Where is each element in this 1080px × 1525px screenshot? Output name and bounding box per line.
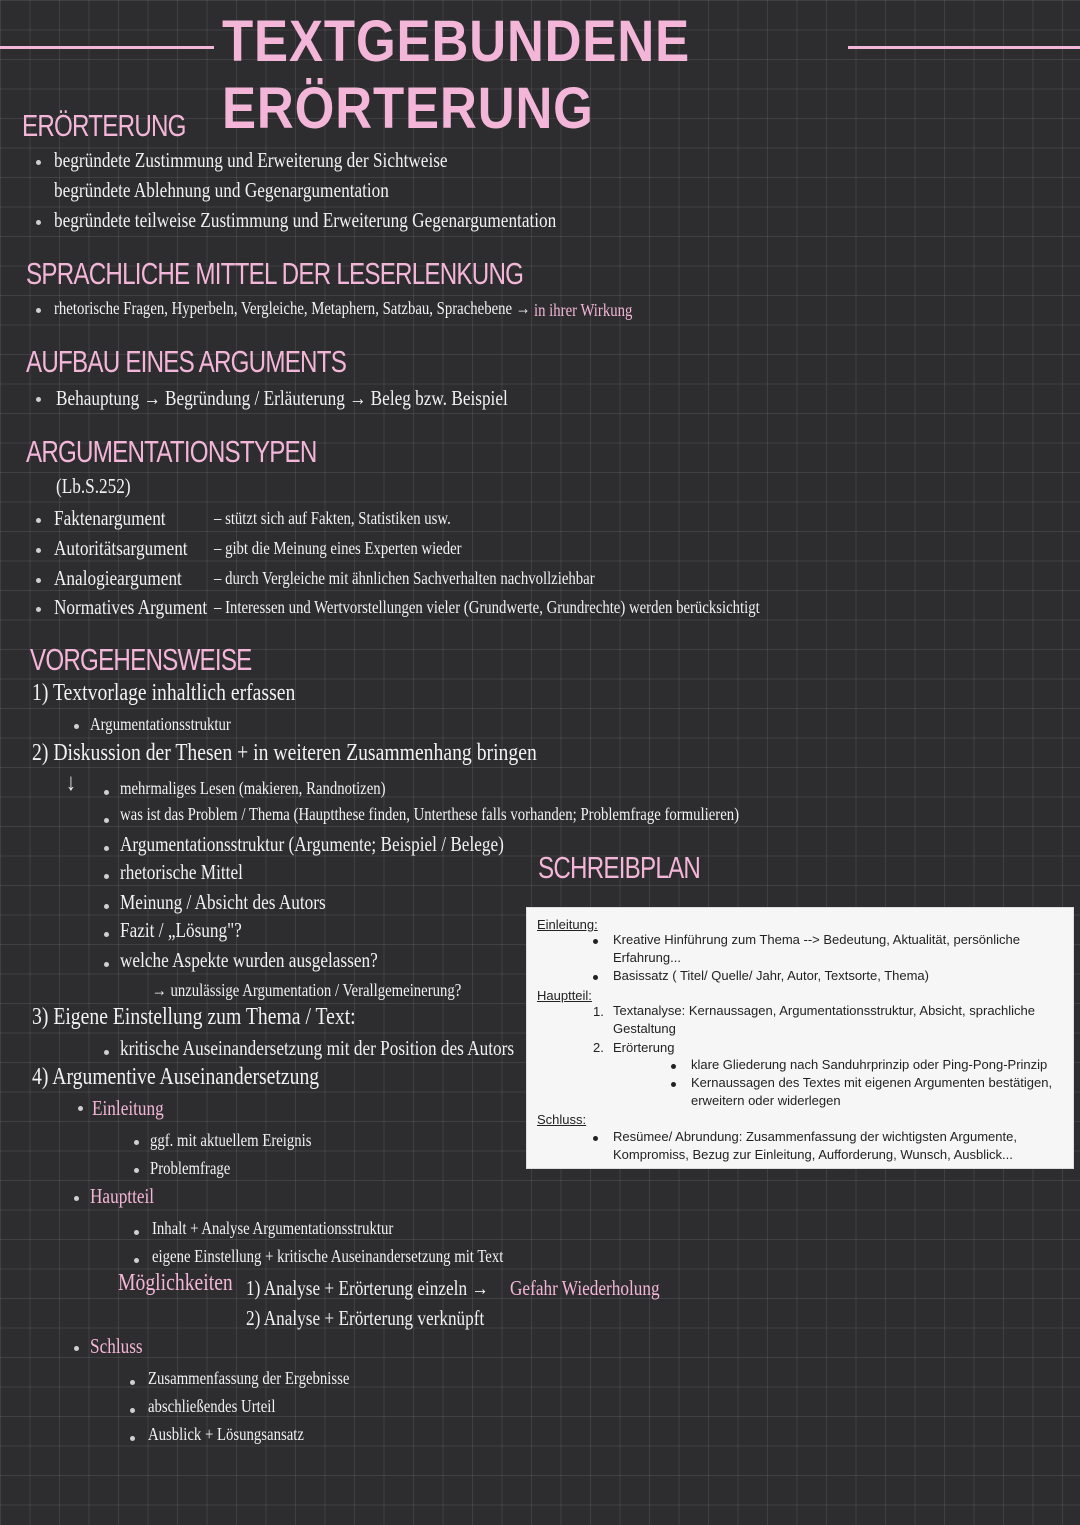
- schreibplan-hauptteil-label: Hauptteil:: [537, 988, 592, 1003]
- schreibplan-einleitung-item-1: Kreative Hinführung zum Thema --> Bedeutung, Aktualität, persönliche Erfahrung...: [613, 932, 1020, 965]
- bullet: [671, 1064, 676, 1069]
- step-3-sub: kritische Auseinandersetzung mit der Position des Autors: [120, 1036, 515, 1060]
- step-2: 2) Diskussion der Thesen + in weiteren Zusammenhang bringen: [32, 740, 537, 766]
- schreibplan-schluss-item-1: Resümee/ Abrundung: Zusammenfassung der wichtigsten Argumente, Kompromiss, Bezug zur Einleitung, Aufforderung, Wunsch, Ausblick...: [613, 1129, 1017, 1162]
- schluss-label: Schluss: [90, 1334, 143, 1358]
- bullet: [104, 1050, 109, 1055]
- step-2-item-1: mehrmaliges Lesen (makieren, Randnotizen): [120, 778, 386, 798]
- bullet: [36, 578, 41, 583]
- bullet: [593, 1136, 598, 1141]
- step-1: 1) Textvorlage inhaltlich erfassen: [32, 680, 296, 706]
- einleitung-item-2: Problemfrage: [150, 1158, 231, 1178]
- bullet: [134, 1140, 139, 1145]
- bullet: [104, 874, 109, 879]
- bullet: [593, 975, 598, 980]
- bullet: [593, 939, 598, 944]
- schreibplan-hauptteil-2-item-1: klare Gliederung nach Sanduhrprinzip oder Ping-Pong-Prinzip: [691, 1057, 1048, 1072]
- bullet: [36, 308, 41, 313]
- step-2-arrow-item: → unzulässige Argumentation / Verallgemeinerung?: [152, 980, 462, 1000]
- schreibplan-hauptteil-1: Textanalyse: Kernaussagen, Argumentationsstruktur, Absicht, sprachliche Gestaltung: [613, 1003, 1036, 1036]
- bullet: [104, 846, 109, 851]
- step-2-item-2: was ist das Problem / Thema (Hauptthese finden, Unterthese falls vorhanden; Problemfrage formulieren): [120, 804, 740, 824]
- bullet: [74, 1346, 79, 1351]
- step-2-item-5: Meinung / Absicht des Autors: [120, 890, 326, 914]
- bullet: [130, 1408, 135, 1413]
- moeglichkeiten-1: 1) Analyse + Erörterung einzeln →: [246, 1276, 489, 1300]
- einleitung-item-1: ggf. mit aktuellem Ereignis: [150, 1130, 312, 1150]
- bullet: [671, 1082, 676, 1087]
- heading-argumentationstypen: ARGUMENTATIONSTYPEN: [26, 434, 317, 469]
- bullet: [36, 397, 41, 402]
- moeglichkeiten-1-note: Gefahr Wiederholung: [510, 1276, 660, 1300]
- argtyp-desc-3: – durch Vergleiche mit ähnlichen Sachverhalten nachvollziehbar: [214, 568, 595, 588]
- bullet: [104, 932, 109, 937]
- bullet: [36, 518, 41, 523]
- step-1-sub: Argumentationsstruktur: [90, 714, 231, 734]
- bullet: [74, 1196, 79, 1201]
- bullet: [104, 790, 109, 795]
- eroerterung-item-1: begründete Zustimmung und Erweiterung der Sichtweise: [54, 148, 448, 172]
- step-3: 3) Eigene Einstellung zum Thema / Text:: [32, 1004, 356, 1030]
- argtyp-desc-2: – gibt die Meinung eines Experten wieder: [214, 538, 462, 558]
- schluss-item-2: abschließendes Urteil: [148, 1396, 276, 1416]
- page-title: TEXTGEBUNDENE ERÖRTERUNG: [222, 9, 691, 141]
- bullet: [74, 724, 79, 729]
- bullet: [36, 220, 41, 225]
- aufbau-item: Behauptung → Begründung / Erläuterung → Beleg bzw. Beispiel: [56, 386, 508, 410]
- step-2-item-7: welche Aspekte wurden ausgelassen?: [120, 948, 378, 972]
- step-2-item-3: Argumentationsstruktur (Argumente; Beispiel / Belege): [120, 832, 504, 856]
- sprachliche-mittel-note: in ihrer Wirkung: [534, 300, 633, 320]
- argtyp-name-4: Normatives Argument: [54, 595, 208, 619]
- heading-sprachliche-mittel: SPRACHLICHE MITTEL DER LESERLENKUNG: [26, 256, 524, 291]
- sprachliche-mittel-item: rhetorische Fragen, Hyperbeln, Vergleiche, Metaphern, Satzbau, Sprachebene →: [54, 298, 531, 318]
- argtyp-name-3: Analogieargument: [54, 566, 182, 590]
- argtyp-name-1: Faktenargument: [54, 506, 166, 530]
- argtyp-desc-4: – Interessen und Wertvorstellungen vieler (Grundwerte, Grundrechte) werden berücksichtigt: [214, 597, 760, 617]
- heading-aufbau: AUFBAU EINES ARGUMENTS: [26, 344, 347, 379]
- bullet: [36, 607, 41, 612]
- schluss-item-3: Ausblick + Lösungsansatz: [148, 1424, 304, 1444]
- bullet: [130, 1380, 135, 1385]
- einleitung-label: Einleitung: [92, 1096, 164, 1120]
- bullet: [104, 904, 109, 909]
- step-4: 4) Argumentive Auseinandersetzung: [32, 1064, 320, 1090]
- bullet: [36, 548, 41, 553]
- schluss-item-1: Zusammenfassung der Ergebnisse: [148, 1368, 350, 1388]
- moeglichkeiten-label: Möglichkeiten: [118, 1270, 233, 1296]
- schreibplan-einleitung-label: Einleitung:: [537, 917, 598, 932]
- bullet: [78, 1106, 83, 1111]
- bullet: [36, 160, 41, 165]
- step-2-item-6: Fazit / „Lösung"?: [120, 918, 242, 942]
- title-line-left: [0, 46, 214, 49]
- bullet: [104, 962, 109, 967]
- schreibplan-hauptteil-2: Erörterung: [613, 1040, 675, 1055]
- schreibplan-hauptteil-2-num: 2.: [593, 1040, 604, 1055]
- hauptteil-item-1: Inhalt + Analyse Argumentationsstruktur: [152, 1218, 394, 1238]
- hauptteil-item-2: eigene Einstellung + kritische Auseinandersetzung mit Text: [152, 1246, 504, 1266]
- bullet: [134, 1230, 139, 1235]
- step-2-arrow: ↓: [66, 770, 76, 796]
- schreibplan-schluss-label: Schluss:: [537, 1112, 587, 1127]
- heading-vorgehensweise: VORGEHENSWEISE: [30, 642, 252, 677]
- argtyp-desc-1: – stützt sich auf Fakten, Statistiken usw.: [214, 508, 451, 528]
- hauptteil-label: Hauptteil: [90, 1184, 155, 1208]
- schreibplan-box: [526, 907, 1074, 1169]
- eroerterung-item-2: begründete Ablehnung und Gegenargumentation: [54, 178, 389, 202]
- bullet: [134, 1168, 139, 1173]
- bullet: [134, 1258, 139, 1263]
- step-2-item-4: rhetorische Mittel: [120, 860, 243, 884]
- argumentationstypen-ref: (Lb.S.252): [56, 474, 131, 498]
- schreibplan-einleitung-item-2: Basissatz ( Titel/ Quelle/ Jahr, Autor, Textsorte, Thema): [613, 968, 929, 983]
- schreibplan-hauptteil-2-item-2: Kernaussagen des Textes mit eigenen Argumenten bestätigen, erweitern oder widerlegen: [691, 1075, 1053, 1108]
- bullet: [130, 1436, 135, 1441]
- eroerterung-item-3: begründete teilweise Zustimmung und Erweiterung Gegenargumentation: [54, 208, 557, 232]
- heading-eroerterung: ERÖRTERUNG: [22, 108, 186, 143]
- moeglichkeiten-2: 2) Analyse + Erörterung verknüpft: [246, 1306, 485, 1330]
- heading-schreibplan: SCHREIBPLAN: [538, 850, 701, 885]
- argtyp-name-2: Autoritätsargument: [54, 536, 188, 560]
- bullet: [104, 818, 109, 823]
- schreibplan-hauptteil-1-num: 1.: [593, 1004, 604, 1019]
